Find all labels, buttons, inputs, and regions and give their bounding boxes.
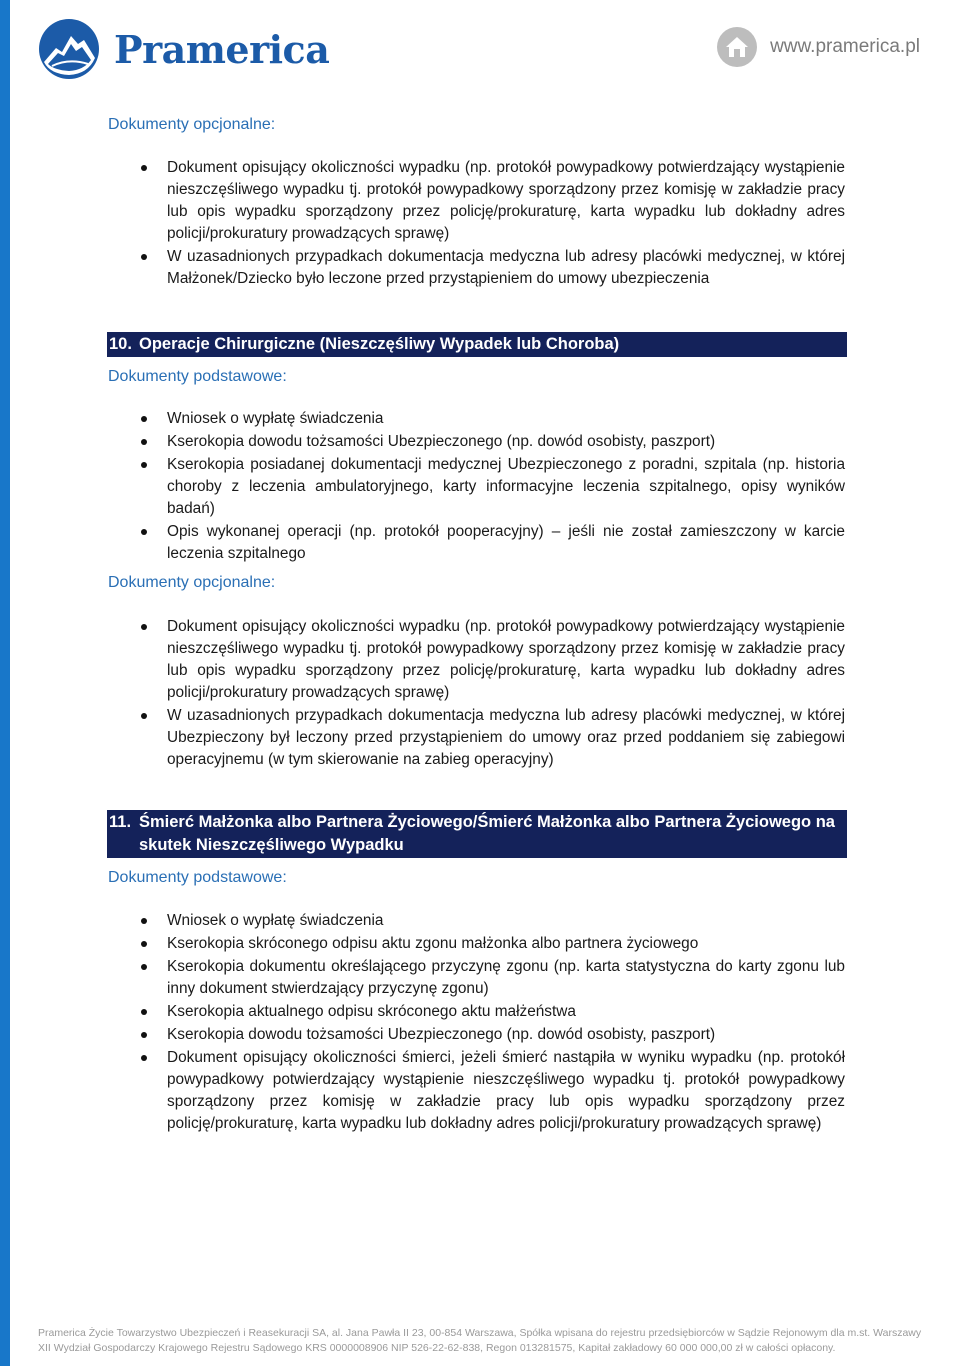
section-10-header bbox=[107, 332, 847, 357]
page-header bbox=[0, 0, 960, 100]
basic-docs-list bbox=[108, 910, 845, 1136]
list-item: Kserokopia skróconego odpisu aktu zgonu małżonka albo partnera życiowego bbox=[108, 933, 845, 955]
list-item: W uzasadnionych przypadkach dokumentacja medyczna lub adresy placówki medycznej, w której Małżonek/Dziecko było leczone przed przystąpieniem do umowy ubezpieczenia bbox=[108, 246, 845, 290]
website-url[interactable]: www.pramerica.pl bbox=[770, 36, 920, 57]
section-number: 11. bbox=[109, 813, 132, 831]
list-item: Opis wykonanej operacji (np. protokół pooperacyjny) – jeśli nie został zamieszczony w karcie leczenia szpitalnego bbox=[108, 521, 845, 565]
list-item: Dokument opisujący okoliczności śmierci, jeżeli śmierć nastąpiła w wyniku wypadku (np. protokół powypadkowy potwierdzający wystąpienie nieszczęśliwego wypadku tj. protokół powypadkowy sporządzony przez komisję w zakładzie pracy lub opis wypadku sporządzony przez policję/prokuraturę, karta wypadku lub dokładny adres policji/prokuratury prowadzących sprawę) bbox=[108, 1047, 845, 1135]
list-item: Kserokopia posiadanej dokumentacji medycznej Ubezpieczonego z poradni, szpitala (np. historia choroby z leczenia ambulatoryjnego, karty informacyjne leczenia szpitalnego, opisy wyników badań) bbox=[108, 454, 845, 520]
footer-line: XII Wydział Gospodarczy Krajowego Rejestru Sądowego KRS 0000008906 NIP 526-22-62-838, Regon 013281575, Kapitał zakładowy 60 000 000,00 zł w całości opłacony. bbox=[38, 1342, 836, 1354]
basic-docs-list bbox=[108, 408, 845, 566]
basic-docs-heading: Dokumenty podstawowe: bbox=[108, 869, 287, 886]
list-item: Dokument opisujący okoliczności wypadku (np. protokół powypadkowy potwierdzający wystąpienie nieszczęśliwego wypadku tj. protokół powypadkowy sporządzony przez komisję w zakładzie pracy lub opis wypadku sporządzony przez policję/prokuraturę, karta wypadku lub dokładny adres policji/prokuratury prowadzących sprawę) bbox=[108, 157, 845, 245]
list-item: Kserokopia dokumentu określającego przyczynę zgonu (np. karta statystyczna do karty zgonu lub inny dokument stwierdzający przyczynę zgonu) bbox=[108, 956, 845, 1000]
left-accent-stripe bbox=[0, 0, 10, 1366]
optional-docs-list bbox=[108, 157, 845, 291]
brand-logo bbox=[38, 18, 329, 80]
pramerica-rock-logo-icon bbox=[38, 18, 100, 80]
website-block bbox=[716, 26, 920, 68]
footer-line: Pramerica Życie Towarzystwo Ubezpieczeń i Reasekuracji SA, al. Jana Pawła II 23, 00-854 Warszawa, Spółka wpisana do rejestru przedsiębiorców w Sądzie Rejonowym dla m.st. Warszawy bbox=[38, 1327, 922, 1339]
house-icon bbox=[716, 26, 758, 68]
section-title: Operacje Chirurgiczne (Nieszczęśliwy Wypadek lub Choroba) bbox=[139, 335, 620, 353]
list-item: Kserokopia dowodu tożsamości Ubezpieczonego (np. dowód osobisty, paszport) bbox=[108, 1024, 845, 1046]
section-number: 10. bbox=[109, 335, 132, 353]
section-11-header bbox=[107, 810, 847, 858]
optional-docs-list bbox=[108, 616, 845, 772]
section-title: Śmierć Małżonka albo Partnera Życiowego/Śmierć Małżonka albo Partnera Życiowego na skutek Nieszczęśliwego Wypadku bbox=[139, 813, 835, 854]
brand-name: Pramerica bbox=[114, 26, 330, 72]
list-item: Kserokopia aktualnego odpisu skróconego aktu małżeństwa bbox=[108, 1001, 845, 1023]
optional-docs-heading: Dokumenty opcjonalne: bbox=[108, 116, 276, 133]
page-footer bbox=[38, 1326, 928, 1356]
optional-docs-heading: Dokumenty opcjonalne: bbox=[108, 574, 276, 591]
list-item: W uzasadnionych przypadkach dokumentacja medyczna lub adresy placówki medycznej, w której Ubezpieczony był leczony przed przystąpieniem do umowy oraz przed poddaniem się zabiegowi operacyjnemu (w tym skierowanie na zabieg operacyjny) bbox=[108, 705, 845, 771]
list-item: Wniosek o wypłatę świadczenia bbox=[108, 408, 845, 430]
basic-docs-heading: Dokumenty podstawowe: bbox=[108, 368, 287, 385]
list-item: Wniosek o wypłatę świadczenia bbox=[108, 910, 845, 932]
list-item: Dokument opisujący okoliczności wypadku (np. protokół powypadkowy potwierdzający wystąpienie nieszczęśliwego wypadku tj. protokół powypadkowy sporządzony przez komisję w zakładzie pracy lub opis wypadku sporządzony przez policję/prokuraturę, karta wypadku lub dokładny adres policji/prokuratury prowadzących sprawę) bbox=[108, 616, 845, 704]
list-item: Kserokopia dowodu tożsamości Ubezpieczonego (np. dowód osobisty, paszport) bbox=[108, 431, 845, 453]
